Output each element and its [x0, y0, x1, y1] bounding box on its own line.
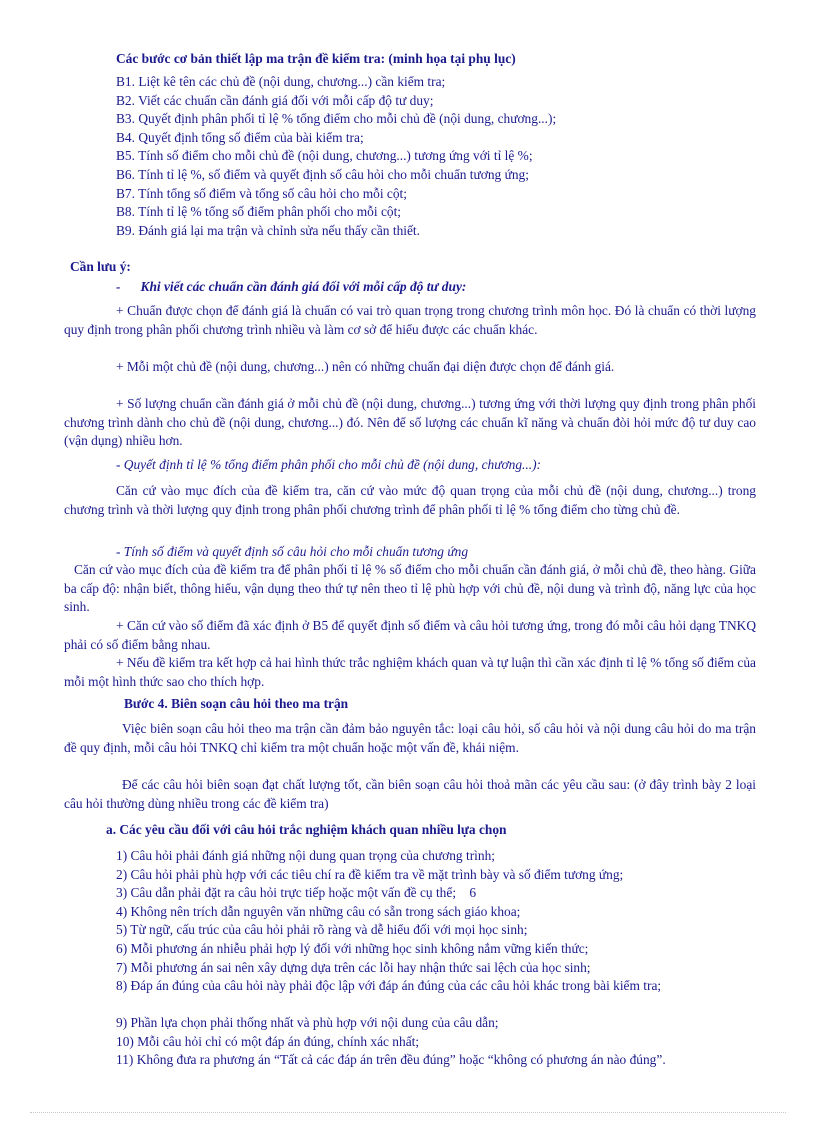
- note-subheading: - Tính số điểm và quyết định số câu hỏi cho mỗi chuẩn tương ứng: [116, 544, 469, 559]
- note-heading: Cần lưu ý:: [70, 259, 131, 274]
- step-item: B1. Liệt kê tên các chủ đề (nội dung, chương...) cần kiểm tra;: [116, 74, 446, 89]
- requirement-item: 5) Từ ngữ, cấu trúc của câu hỏi phải rõ ràng và dễ hiểu đối với mọi học sinh;: [116, 922, 528, 938]
- requirement-item: 11) Không đưa ra phương án “Tất cả các đáp án trên đều đúng” hoặc “không có phương án nào đúng”.: [116, 1052, 666, 1067]
- step-item: B6. Tính tỉ lệ %, số điểm và quyết định số câu hỏi cho mỗi chuẩn tương ứng;: [116, 167, 529, 182]
- note-paragraph: Căn cứ vào mục đích của đề kiểm tra, căn cứ vào mức độ quan trọng của mỗi chủ đề (nội dung, chương...) trong chương trình và thời lượng quy định trong phân phối chương trình để phân phối tỉ lệ % tổng điểm cho từng chủ đề.: [64, 483, 756, 517]
- requirement-item: 7) Mỗi phương án sai nên xây dựng dựa trên các lỗi hay nhận thức sai lệch của học sinh;: [116, 959, 591, 975]
- note-paragraph: + Căn cứ vào số điểm đã xác định ở B5 để quyết định số điểm và câu hỏi tương ứng, trong đó mỗi câu hỏi dạng TNKQ phải có số điểm bằng nhau.: [64, 618, 756, 652]
- note-paragraph: + Số lượng chuẩn cần đánh giá ở mỗi chủ đề (nội dung, chương...) tương ứng với thời lượng quy định trong phân phối chương trình dành cho chủ đề (nội dung, chương...) đó. Nên để số lượng các chuẩn kĩ năng và chuẩn đòi hỏi mức độ tư duy cao (vận dụng) nhiều hơn.: [64, 396, 756, 449]
- step-item: B9. Đánh giá lại ma trận và chỉnh sửa nếu thấy cần thiết.: [116, 222, 420, 238]
- note-subheading: - Khi viết các chuẩn cần đánh giá đối với mỗi cấp độ tư duy:: [116, 279, 467, 294]
- step-item: B2. Viết các chuẩn cần đánh giá đối với mỗi cấp độ tư duy;: [116, 92, 434, 108]
- note-subheading: - Quyết định tỉ lệ % tổng điểm phân phối cho mỗi chủ đề (nội dung, chương...):: [116, 457, 542, 472]
- step4-paragraph: Để các câu hỏi biên soạn đạt chất lượng tốt, cần biên soạn câu hỏi thoả mãn các yêu cầu sau: (ở đây trình bày 2 loại câu hỏi thường dùng nhiều trong các đề kiểm tra): [64, 777, 756, 811]
- step-item: B3. Quyết định phân phối tỉ lệ % tổng điểm cho mỗi chủ đề (nội dung, chương...);: [116, 111, 557, 127]
- note-paragraph: + Nếu đề kiểm tra kết hợp cả hai hình thức trắc nghiệm khách quan và tự luận thì cần xác định tỉ lệ % tổng số điểm của mỗi một hình thức sao cho thích hợp.: [64, 655, 756, 689]
- step-item: B5. Tính số điểm cho mỗi chủ đề (nội dung, chương...) tương ứng với tỉ lệ %;: [116, 148, 533, 164]
- requirement-item: 1) Câu hỏi phải đánh giá những nội dung quan trọng của chương trình;: [116, 848, 495, 863]
- step-item: B7. Tính tổng số điểm và tổng số câu hỏi cho mỗi cột;: [116, 185, 407, 201]
- note-paragraph: + Chuẩn được chọn để đánh giá là chuẩn có vai trò quan trọng trong chương trình môn học. Đó là chuẩn có thời lượng quy định trong phân phối chương trình nhiều và làm cơ sở để hiểu được các chuẩn khác.: [64, 303, 756, 337]
- requirement-item: 8) Đáp án đúng của câu hỏi này phải độc lập với đáp án đúng của các câu hỏi khác trong bài kiểm tra;: [116, 978, 662, 993]
- page-bottom-divider: [30, 1112, 786, 1113]
- step4-paragraph: Việc biên soạn câu hỏi theo ma trận cần đảm bảo nguyên tắc: loại câu hỏi, số câu hỏi và nội dung câu hỏi do ma trận đề quy định, mỗi câu hỏi TNKQ chỉ kiểm tra một chuẩn hoặc một vấn đề, khái niệm.: [64, 721, 756, 755]
- note-paragraph: + Mỗi một chủ đề (nội dung, chương...) nên có những chuẩn đại diện được chọn để đánh giá.: [116, 359, 615, 374]
- requirement-item: 3) Câu dẫn phải đặt ra câu hỏi trực tiếp hoặc một vấn đề cụ thể; 6: [116, 885, 477, 901]
- step-item: B4. Quyết định tổng số điểm của bài kiểm tra;: [116, 129, 364, 145]
- note-paragraph: Căn cứ vào mục đích của đề kiểm tra để phân phối tỉ lệ % số điểm cho mỗi chuẩn cần đánh giá, ở mỗi chủ đề, theo hàng. Giữa ba cấp độ: nhận biết, thông hiểu, vận dụng theo thứ tự nên theo tỉ lệ phù hợp với chủ đề, nội dung và trình độ, năng lực của học sinh.: [64, 562, 756, 615]
- section-a-heading: a. Các yêu cầu đối với câu hỏi trắc nghiệm khách quan nhiều lựa chọn: [106, 822, 507, 837]
- requirement-item: 4) Không nên trích dẫn nguyên văn những câu có sẵn trong sách giáo khoa;: [116, 903, 521, 919]
- requirement-item: 6) Mỗi phương án nhiễu phải hợp lý đối với những học sinh không nắm vững kiến thức;: [116, 941, 589, 956]
- step-item: B8. Tính tỉ lệ % tổng số điểm phân phối cho mỗi cột;: [116, 204, 402, 220]
- step4-heading: Bước 4. Biên soạn câu hỏi theo ma trận: [124, 696, 349, 711]
- requirement-item: 9) Phần lựa chọn phải thống nhất và phù hợp với nội dung của câu dẫn;: [116, 1015, 499, 1030]
- requirement-item: 10) Mỗi câu hỏi chỉ có một đáp án đúng, chính xác nhất;: [116, 1033, 420, 1049]
- steps-heading: Các bước cơ bản thiết lập ma trận đề kiểm tra: (minh họa tại phụ lục): [116, 51, 516, 66]
- requirement-item: 2) Câu hỏi phải phù hợp với các tiêu chí ra đề kiểm tra về mặt trình bày và số điểm tương ứng;: [116, 866, 624, 882]
